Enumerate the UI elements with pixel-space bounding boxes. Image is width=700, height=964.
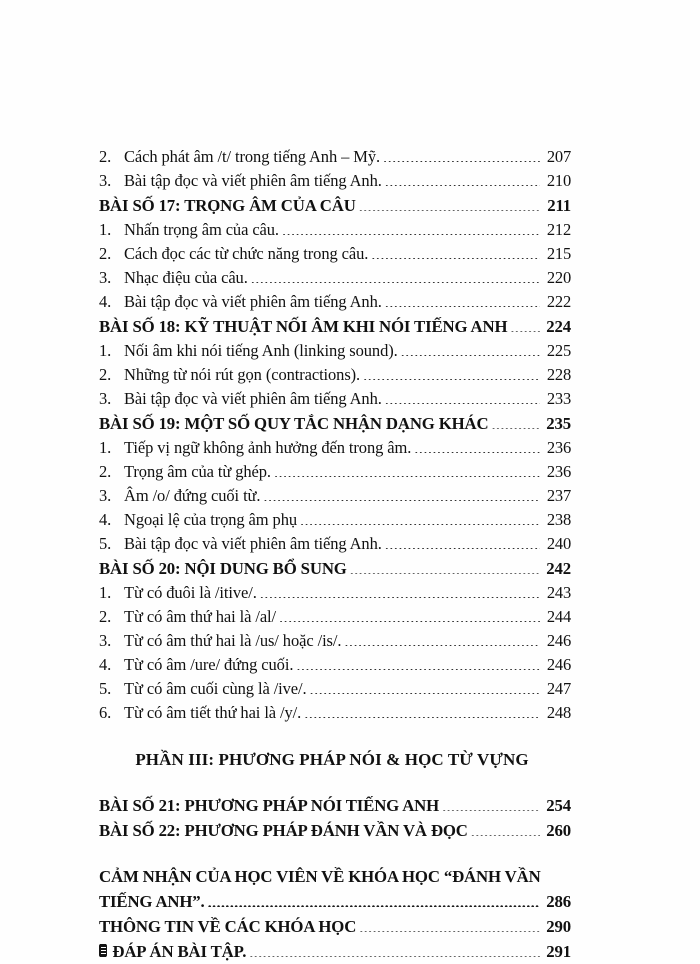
toc-entry-label: Ngoại lệ của trọng âm phụ (124, 510, 297, 529)
toc-entry-page: 220 (546, 268, 571, 287)
toc-entry-page: 235 (546, 414, 571, 433)
toc-entry[interactable] (99, 290, 571, 314)
spacer (99, 843, 571, 864)
toc-entry-label: Nhạc điệu của câu. (124, 268, 248, 287)
toc-entry-number: 1. (99, 438, 112, 457)
dot-leader (300, 509, 540, 525)
toc-entry-label: Trọng âm của từ ghép. (124, 462, 271, 481)
toc-entry[interactable] (99, 508, 571, 532)
toc-entry-page: 222 (546, 292, 571, 311)
toc-entry[interactable] (99, 701, 571, 725)
toc-entry-label: Cách phát âm /t/ trong tiếng Anh – Mỹ. (124, 147, 381, 166)
toc-entry-number: 6. (99, 703, 112, 722)
toc-list (99, 145, 571, 964)
toc-entry-label: Bài tập đọc và viết phiên âm tiếng Anh. (124, 534, 382, 553)
toc-entry[interactable] (99, 266, 571, 290)
toc-entry-label: Từ có âm tiết thứ hai là /y/. (124, 703, 302, 722)
toc-chapter-heading[interactable] (99, 411, 571, 436)
toc-entry-label-line2: TIẾNG ANH”. (99, 892, 205, 911)
dot-leader (344, 630, 540, 646)
dot-leader (491, 413, 540, 429)
toc-courses-entry[interactable] (99, 914, 571, 939)
toc-entry-page: 242 (546, 559, 571, 578)
toc-entry-label: Nhấn trọng âm của câu. (124, 220, 279, 239)
dot-leader (274, 461, 540, 477)
toc-entry-label: THÔNG TIN VỀ CÁC KHÓA HỌC (99, 917, 357, 936)
toc-entry[interactable] (99, 218, 571, 242)
toc-chapter-heading[interactable] (99, 193, 571, 218)
dot-leader (385, 291, 540, 307)
toc-entry-number: 3. (99, 631, 112, 650)
toc-entry-page: 291 (546, 942, 571, 961)
toc-entry-label: BÀI SỐ 20: NỘI DUNG BỔ SUNG (99, 559, 347, 578)
toc-entry-label: Bài tập đọc và viết phiên âm tiếng Anh. (124, 389, 382, 408)
toc-entry-page: 236 (546, 438, 571, 457)
toc-entry-number: 4. (99, 292, 112, 311)
dot-leader (359, 195, 540, 211)
toc-entry-label: Những từ nói rút gọn (contractions). (124, 365, 361, 384)
toc-entry-label: Bài tập đọc và viết phiên âm tiếng Anh. (124, 292, 382, 311)
toc-entry-label: BÀI SỐ 22: PHƯƠNG PHÁP ĐÁNH VẦN VÀ ĐỌC (99, 821, 468, 840)
open-book-icon (99, 944, 107, 957)
dot-leader (359, 916, 540, 932)
toc-part-entry[interactable] (99, 793, 571, 818)
dot-leader (350, 558, 540, 574)
toc-entry[interactable] (99, 339, 571, 363)
part-title: PHẦN III: PHƯƠNG PHÁP NÓI & HỌC TỪ VỰNG (135, 750, 529, 769)
toc-part-entry[interactable] (99, 818, 571, 843)
toc-chapter-heading[interactable] (99, 556, 571, 581)
dot-leader (414, 437, 540, 453)
toc-entry[interactable] (99, 653, 571, 677)
toc-entry-label: ĐÁP ÁN BÀI TẬP. (112, 942, 247, 961)
toc-entry-page: 246 (546, 631, 571, 650)
toc-entry-number: 4. (99, 655, 112, 674)
dot-leader (249, 941, 540, 957)
toc-entry-page: 247 (546, 679, 571, 698)
toc-entry-number: 3. (99, 486, 112, 505)
toc-entry-page: 233 (546, 389, 571, 408)
dot-leader (510, 316, 540, 332)
toc-entry-label: Từ có âm thứ hai là /us/ hoặc /is/. (124, 631, 342, 650)
toc-entry-label: Từ có âm /ure/ đứng cuối. (124, 655, 294, 674)
toc-entry[interactable] (99, 363, 571, 387)
toc-entry-number: 3. (99, 389, 112, 408)
toc-chapter-heading[interactable] (99, 314, 571, 339)
toc-entry-label: BÀI SỐ 19: MỘT SỐ QUY TẮC NHẬN DẠNG KHÁC (99, 414, 489, 433)
toc-entry-number: 3. (99, 171, 112, 190)
toc-entry-page: 240 (546, 534, 571, 553)
toc-entry-number: 2. (99, 244, 112, 263)
toc-entry-label: Từ có âm cuối cùng là /ive/. (124, 679, 307, 698)
toc-entry-label: Bài tập đọc và viết phiên âm tiếng Anh. (124, 171, 382, 190)
toc-entry-page: 244 (546, 607, 571, 626)
toc-entry-number: 5. (99, 534, 112, 553)
toc-entry-label-line1: CẢM NHẬN CỦA HỌC VIÊN VỀ KHÓA HỌC “ĐÁNH VẦN (99, 867, 541, 886)
toc-entry-label: Từ có đuôi là /itive/. (124, 583, 257, 602)
toc-entry-page: 238 (546, 510, 571, 529)
toc-entry-number: 2. (99, 462, 112, 481)
dot-leader (279, 606, 540, 622)
toc-entry-page: 236 (546, 462, 571, 481)
toc-entry[interactable] (99, 145, 571, 169)
spacer (99, 772, 571, 793)
toc-entry[interactable] (99, 242, 571, 266)
toc-entry-label: BÀI SỐ 17: TRỌNG ÂM CỦA CÂU (99, 196, 356, 215)
dot-leader (282, 219, 540, 235)
toc-answers-entry[interactable] (99, 939, 571, 964)
dot-leader (208, 890, 540, 907)
toc-entry-number: 1. (99, 583, 112, 602)
toc-entry-page: 210 (546, 171, 571, 190)
toc-entry-number: 2. (99, 147, 112, 166)
toc-entry-page: 228 (546, 365, 571, 384)
toc-entry-number: 5. (99, 679, 112, 698)
toc-entry-page: 290 (546, 917, 571, 936)
toc-entry[interactable] (99, 605, 571, 629)
toc-entry-page: 224 (546, 317, 571, 336)
toc-entry-page: 211 (547, 196, 571, 215)
toc-feedback-entry-line2 (99, 889, 571, 914)
dot-leader (260, 582, 540, 598)
toc-entry-number: 4. (99, 510, 112, 529)
toc-entry[interactable] (99, 677, 571, 701)
dot-leader (251, 267, 540, 283)
dot-leader (310, 678, 540, 694)
toc-entry-page: 248 (546, 703, 571, 722)
toc-entry-number: 1. (99, 341, 112, 360)
toc-entry[interactable] (99, 484, 571, 508)
toc-entry-label: Cách đọc các từ chức năng trong câu. (124, 244, 369, 263)
toc-entry-label: BÀI SỐ 21: PHƯƠNG PHÁP NÓI TIẾNG ANH (99, 796, 440, 815)
toc-entry-label: Tiếp vị ngữ không ảnh hưởng đến trong âm. (124, 438, 412, 457)
toc-entry[interactable] (99, 169, 571, 193)
toc-entry-label: Âm /o/ đứng cuối từ. (124, 486, 261, 505)
dot-leader (363, 364, 540, 380)
dot-leader (471, 820, 540, 836)
toc-entry-number: 2. (99, 365, 112, 384)
dot-leader (385, 533, 540, 549)
toc-entry[interactable] (99, 436, 571, 460)
dot-leader (385, 388, 540, 404)
dot-leader (371, 243, 540, 259)
toc-entry-page: 212 (546, 220, 571, 239)
toc-entry[interactable] (99, 629, 571, 653)
toc-entry-page: 246 (546, 655, 571, 674)
toc-entry[interactable] (99, 387, 571, 411)
dot-leader (383, 146, 540, 162)
toc-entry-page: 286 (546, 892, 571, 911)
toc-entry-number: 1. (99, 220, 112, 239)
toc-entry-number: 2. (99, 607, 112, 626)
dot-leader (442, 795, 540, 811)
dot-leader (296, 654, 540, 670)
toc-entry-label: Nối âm khi nói tiếng Anh (linking sound). (124, 341, 398, 360)
toc-entry-page: 225 (546, 341, 571, 360)
toc-entry-label: Từ có âm thứ hai là /al/ (124, 607, 277, 626)
toc-entry-page: 237 (546, 486, 571, 505)
toc-entry[interactable] (99, 460, 571, 484)
toc-entry-page: 215 (546, 244, 571, 263)
toc-entry-page: 254 (546, 796, 571, 815)
dot-leader (304, 702, 540, 718)
dot-leader (263, 485, 540, 501)
toc-entry-number: 3. (99, 268, 112, 287)
toc-entry-label: BÀI SỐ 18: KỸ THUẬT NỐI ÂM KHI NÓI TIẾNG ANH (99, 317, 508, 336)
toc-entry[interactable] (99, 581, 571, 605)
dot-leader (401, 340, 540, 356)
toc-feedback-entry[interactable] (99, 864, 571, 914)
toc-entry-page: 207 (546, 147, 571, 166)
toc-entry[interactable] (99, 532, 571, 556)
toc-entry-page: 243 (546, 583, 571, 602)
toc-entry-page: 260 (546, 821, 571, 840)
dot-leader (385, 170, 540, 186)
